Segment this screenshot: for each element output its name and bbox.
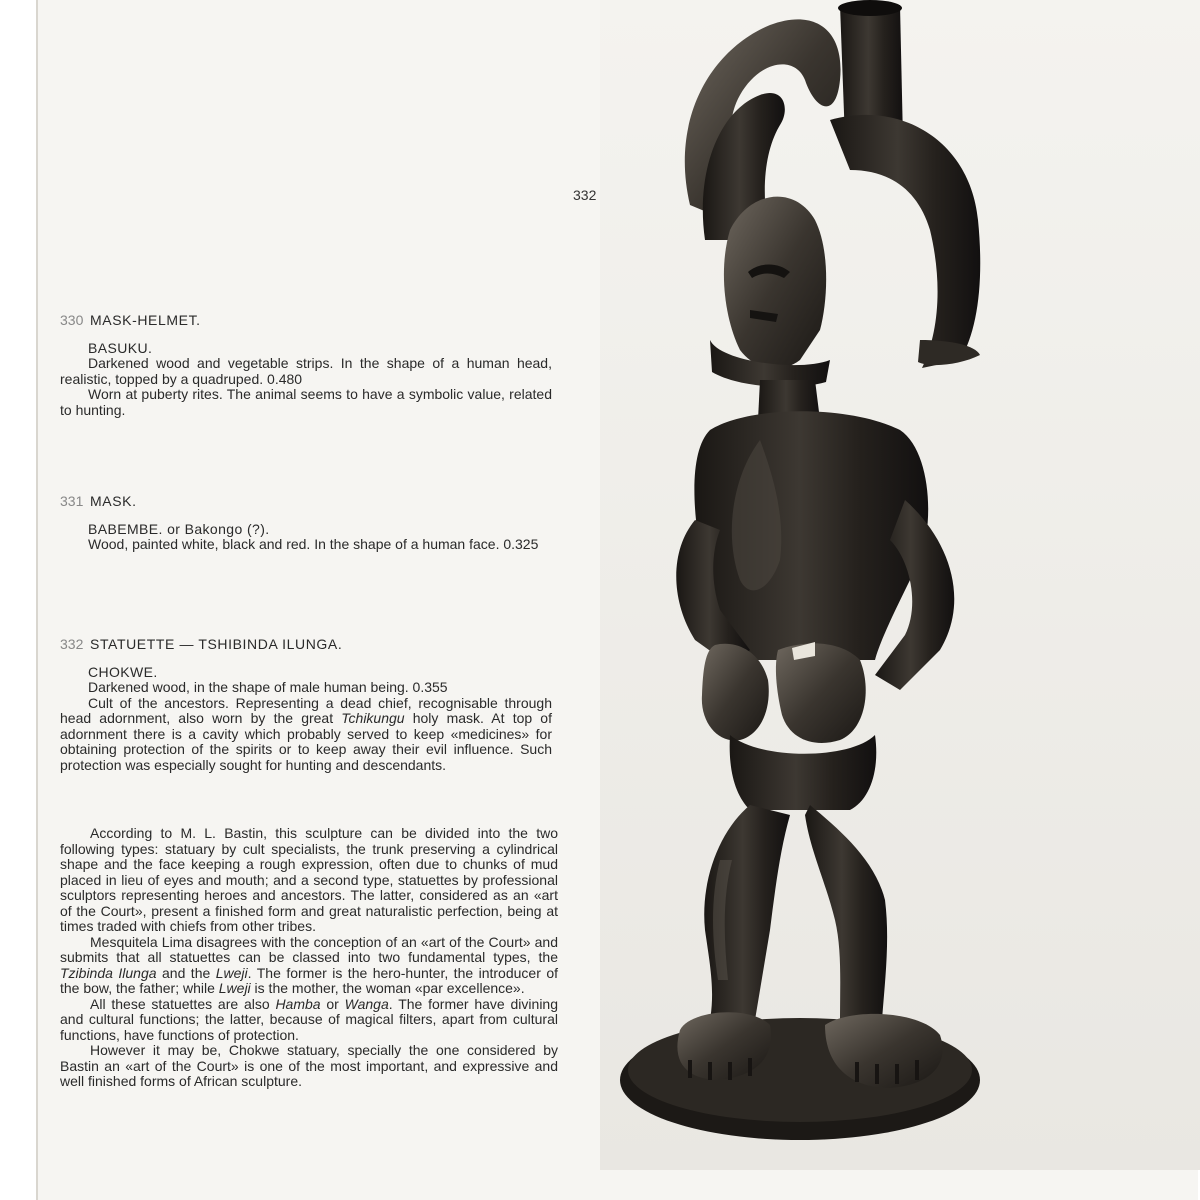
- essay-run: and the: [156, 964, 216, 981]
- scan-margin: [0, 0, 36, 1200]
- essay-run: . The former is the hero-hunter, the introducer of the bow, the father; while: [60, 964, 558, 996]
- text-column: [60, 0, 597, 1200]
- essay-emphasis: Hamba: [275, 995, 321, 1012]
- entry-332: [60, 637, 552, 773]
- page-edge: [36, 0, 38, 1200]
- statuette-photo: [600, 0, 1200, 1170]
- essay-run: . The former have divining and cultural functions; the latter, because of magical filters, apart from cultural functions, have functions of protection.: [60, 995, 558, 1043]
- statuette-figure: [600, 0, 1200, 1170]
- note-text: Cult of the ancestors. Representing a dead chief, recognisable through head adornment, also worn by the great: [60, 694, 552, 726]
- essay-run: or: [320, 995, 345, 1012]
- entry-heading: [60, 494, 552, 510]
- essay-emphasis: Lweji: [218, 980, 251, 996]
- entry-number: 332: [60, 636, 84, 652]
- essay-text: [60, 826, 558, 1090]
- entry-description: Darkened wood, in the shape of male human being. 0.355: [88, 679, 448, 695]
- entry-title: MASK-HELMET.: [90, 312, 201, 328]
- entry-tribe: CHOKWE.: [88, 663, 158, 680]
- essay-run: Mesquitela Lima disagrees with the conception of an «art of the Court» and submits that all statuettes can be classed into two fundamental types, the: [60, 933, 558, 965]
- entry-330: [60, 313, 552, 418]
- entry-note: Worn at puberty rites. The animal seems to have a symbolic value, related to hunting.: [60, 386, 552, 418]
- essay-run: is the mother, the woman «par excellence».: [250, 980, 525, 996]
- entry-331: [60, 494, 552, 553]
- entry-number: 331: [60, 493, 84, 509]
- essay-paragraph: [60, 997, 558, 1044]
- essay-paragraph: [60, 935, 558, 997]
- entry-title: STATUETTE — TSHIBINDA ILUNGA.: [90, 636, 343, 652]
- essay-run: All these statuettes are also: [90, 995, 276, 1012]
- entry-heading: [60, 637, 552, 653]
- essay-paragraph: According to M. L. Bastin, this sculpture can be divided into the two following types: statuary by cult specialists, the trunk preserving a cylindrical shape and the face keeping a rough expression, often due to chunks of mud placed in lieu of eyes and mouth; and a second type, statuettes by professional sculptors representing heroes and ancestors. The latter, considered as an «art of the Court», present a finished form and great naturalistic perfection, being at times traded with chiefs from other tribes.: [60, 825, 558, 934]
- essay-paragraph: However it may be, Chokwe statuary, specially the one considered by Bastin an «art of the Court» is one of the most important, and expressive and well finished forms of African sculpture.: [60, 1042, 558, 1089]
- entry-note: [60, 696, 552, 774]
- entry-description: Wood, painted white, black and red. In the shape of a human face. 0.325: [88, 536, 539, 552]
- essay-emphasis: Tzibinda Ilunga: [60, 964, 157, 981]
- entry-tribe: BASUKU.: [88, 339, 153, 356]
- page-number: 332: [573, 187, 597, 203]
- entry-tribe: BABEMBE. or Bakongo (?).: [88, 520, 270, 537]
- note-emphasis: Tchikungu: [341, 710, 405, 726]
- note-text: holy mask. At top of adornment there is a cavity which probably served to keep «medicines» for obtaining protection of the spirits or to keep away their evil influence. Such protection was especially sought for hunting and descendants.: [60, 710, 552, 773]
- entry-title: MASK.: [90, 493, 137, 509]
- entry-number: 330: [60, 312, 84, 328]
- entry-heading: [60, 313, 552, 329]
- entry-description: Darkened wood and vegetable strips. In the shape of a human head, realistic, topped by a quadruped. 0.480: [60, 355, 552, 387]
- essay-emphasis: Wanga: [344, 995, 389, 1012]
- essay-emphasis: Lweji: [215, 964, 248, 981]
